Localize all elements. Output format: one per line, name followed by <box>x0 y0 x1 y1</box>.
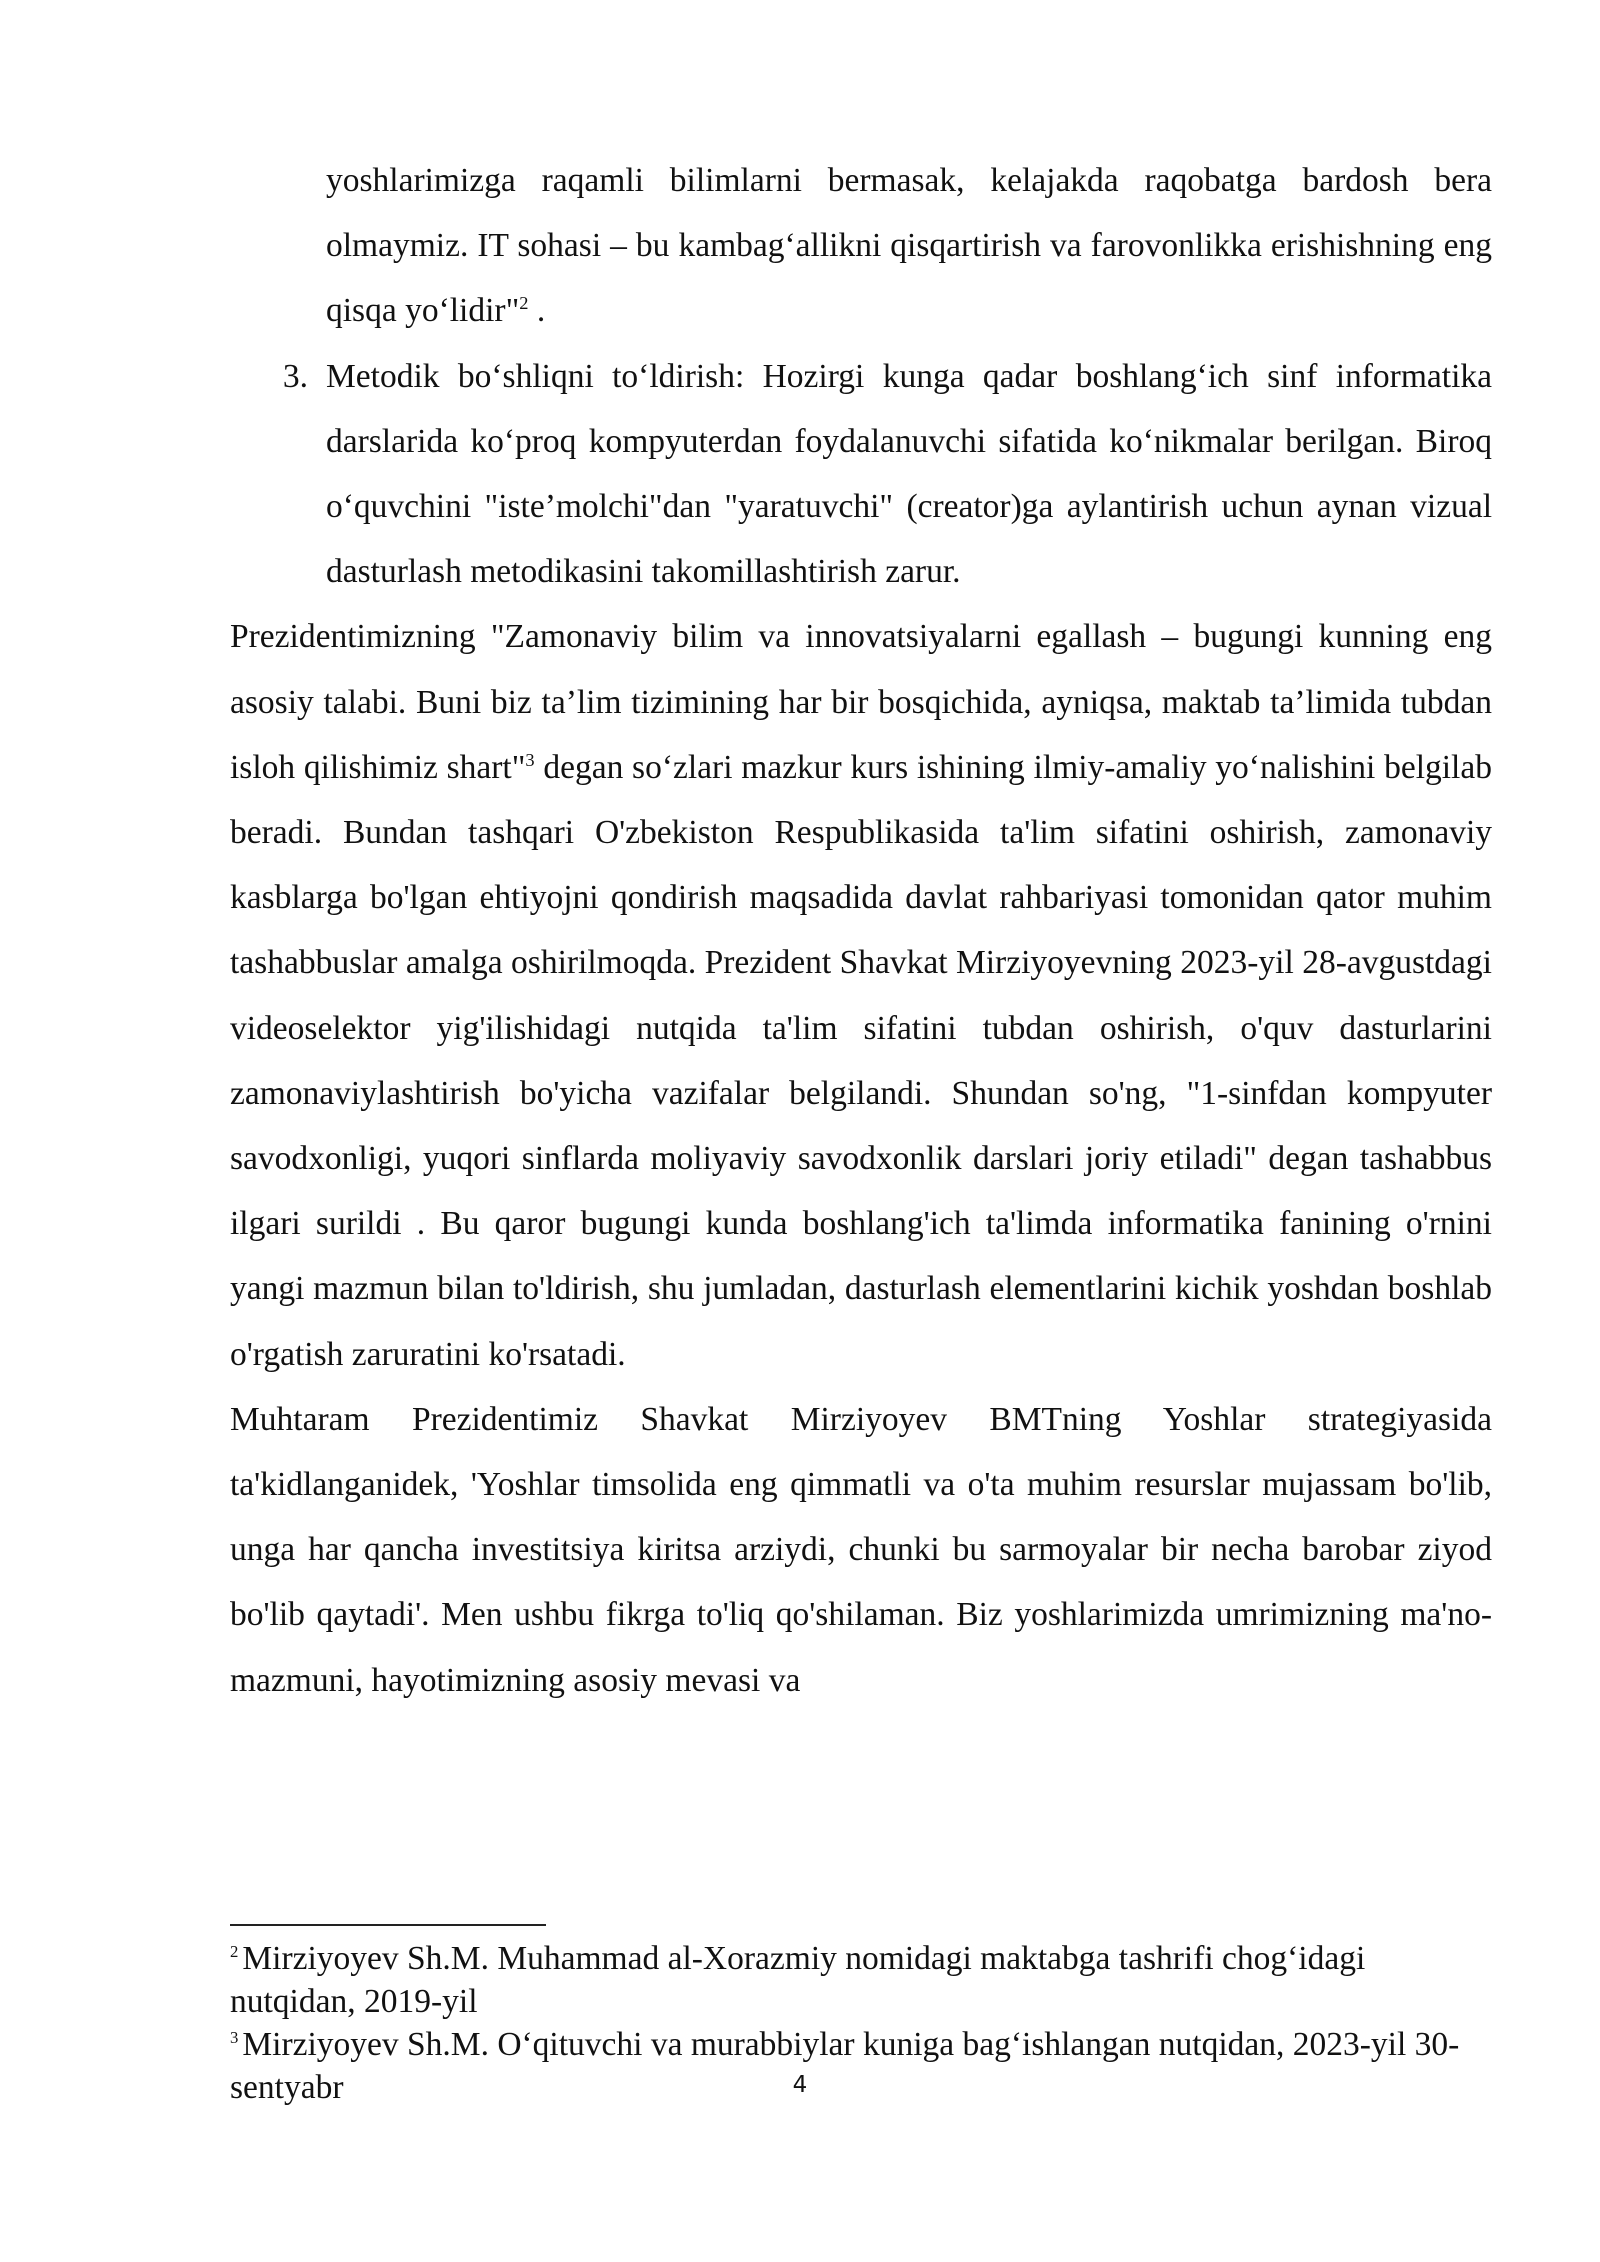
page-number: 4 <box>792 2072 808 2098</box>
footnote-ref-3[interactable]: 3 <box>525 749 535 770</box>
footnote-separator <box>230 1924 546 1926</box>
footnote-3-text: Mirziyoyev Sh.M. O‘qituvchi va murabbiylar kuniga bag‘ishlangan nutqidan, 2023-yil 30-sentyabr <box>230 2026 1460 2106</box>
paragraph-1-text: Prezidentimizning "Zamonaviy bilim va innovatsiyalarni egallash – bugungi kunning eng asosiy talabi. Buni biz ta’lim tizimining har bir bosqichida, ayniqsa, maktab ta’limida tubdan isloh qilishimiz shart" <box>230 618 1492 786</box>
footnote-3-mark: 3 <box>230 2027 239 2047</box>
list-item-2-continuation <box>230 148 1492 344</box>
list-item-2-text: yoshlarimizga raqamli bilimlarni bermasak, kelajakda raqobatga bardosh bera olmaymiz. IT sohasi – bu kambag‘allikni qisqartirish va farovonlikka erishishning eng qisqa yo‘lidir" <box>326 162 1492 330</box>
paragraph-1-text-cont: degan so‘zlari mazkur kurs ishining ilmiy-amaliy yo‘nalishini belgilab beradi. Bundan tashqari O'zbekiston Respublikasida ta'lim sifatini oshirish, zamonaviy kasblarga bo'lgan ehtiyojni qondirish maqsadida davlat rahbariyasi tomonidan qator muhim tashabbuslar amalga oshirilmoqda. Prezident Shavkat Mirziyoyevning 2023-yil 28-avgustdagi videoselektor yig'ilishidagi nutqida ta'lim sifatini tubdan oshirish, o'quv dasturlarini zamonaviylashtirish bo'yicha vazifalar belgilandi. Shundan so'ng, "1-sinfdan kompyuter savodxonligi, yuqori sinflarda moliyaviy savodxonlik darslari joriy etiladi" degan tashabbus ilgari surildi . Bu qaror bugungi kunda boshlang'ich ta'limda informatika fanining o'rnini yangi mazmun bilan to'ldirish, shu jumladan, dasturlash elementlarini kichik yoshdan boshlab o'rgatish zaruratini ko'rsatadi. <box>230 748 1492 1373</box>
list-item-2-text-end: . <box>528 292 546 330</box>
body-text <box>230 148 1492 1713</box>
footnote-ref-2[interactable]: 2 <box>519 293 529 314</box>
footnote-2 <box>230 1937 1492 2023</box>
list-item-3-text: Metodik bo‘shliqni to‘ldirish: Hozirgi kunga qadar boshlang‘ich sinf informatika darslarida ko‘proq kompyuterdan foydalanuvchi sifatida ko‘nikmalar berilgan. Biroq o‘quvchini "iste’molchi"dan "yaratuvchi" (creator)ga aylantirish uchun aynan vizual dasturlash metodikasini takomillashtirish zarur. <box>326 357 1492 591</box>
paragraph-1 <box>230 604 1492 1386</box>
footnote-2-mark: 2 <box>230 1941 239 1961</box>
list-item-3-number: 3. <box>282 357 308 395</box>
paragraph-2: Muhtaram Prezidentimiz Shavkat Mirziyoyev BMTning Yoshlar strategiyasida ta'kidlanganidek, 'Yoshlar timsolida eng qimmatli va o'ta muhim resurslar mujassam bo'lib, unga har qancha investitsiya kiritsa arziydi, chunki bu sarmoyalar bir necha barobar ziyod bo'lib qaytadi'. Men ushbu fikrga to'liq qo'shilaman. Biz yoshlarimizda umrimizning ma'no-mazmuni, hayotimizning asosiy mevasi va <box>230 1400 1492 1699</box>
list-item-3 <box>230 344 1492 605</box>
footnote-2-text: Mirziyoyev Sh.M. Muhammad al-Xorazmiy nomidagi maktabga tashrifi chog‘idagi nutqidan, 2019-yil <box>230 1940 1366 2020</box>
